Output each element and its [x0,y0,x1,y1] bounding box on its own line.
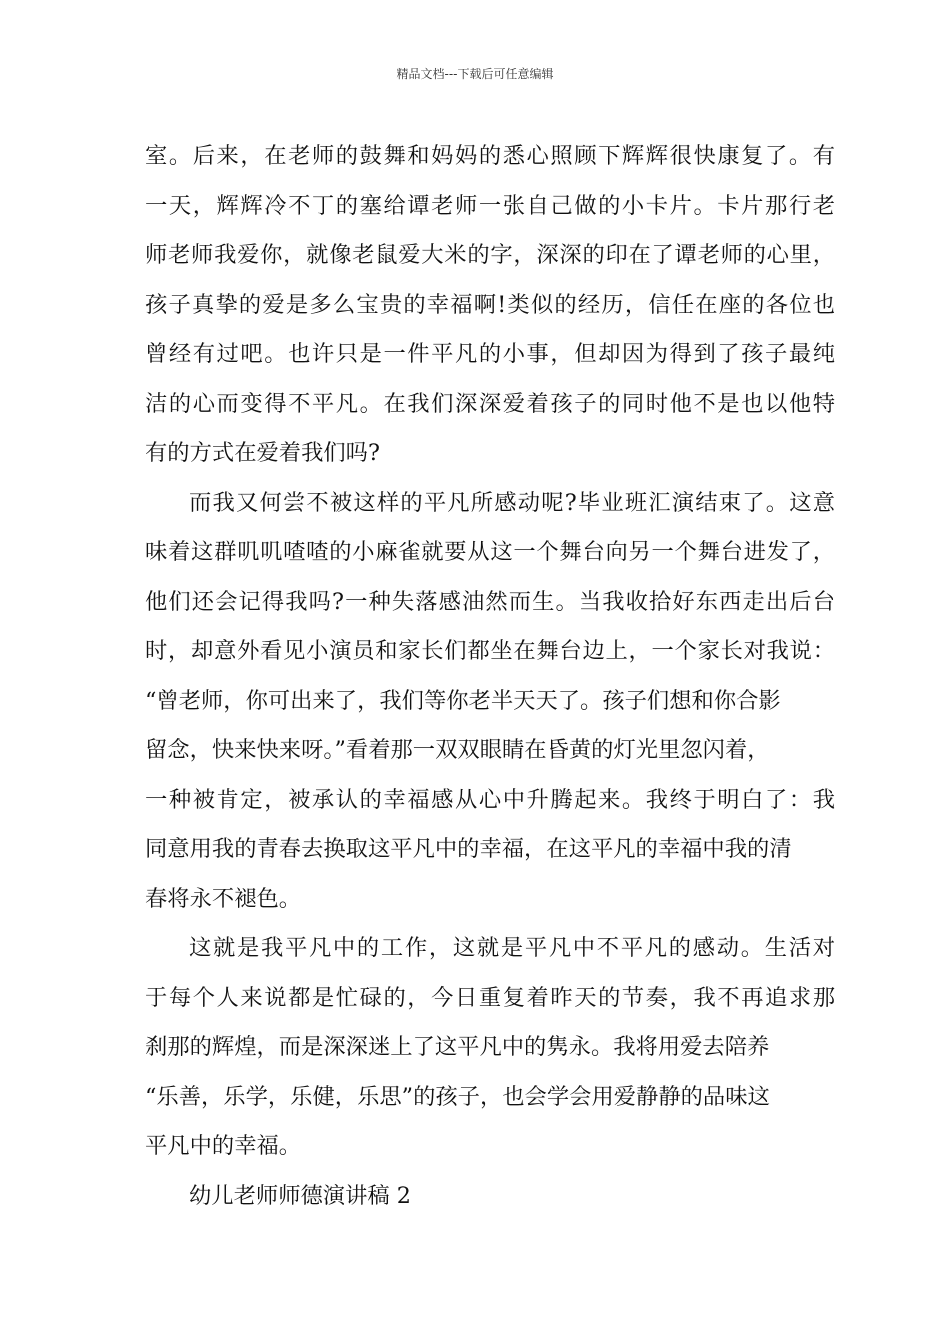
text-line: 孩子真挚的爱是多么宝贵的幸福啊!类似的经历，信任在座的各位也 [145,291,835,318]
text-line: 室。后来，在老师的鼓舞和妈妈的悉心照顾下辉辉很快康复了。有 [145,143,835,169]
text-line: 他们还会记得我吗?一种失落感油然而生。当我收拾好东西走出后台 [145,588,835,615]
text-line: “乐善，乐学，乐健，乐思”的孩子，也会学会用爱静静的品味这 [145,1083,770,1110]
text-line: 这就是我平凡中的工作，这就是平凡中不平凡的感动。生活对 [189,935,835,961]
text-line: 曾经有过吧。也许只是一件平凡的小事，但却因为得到了孩子最纯 [145,341,835,367]
text-line: “曾老师，你可出来了，我们等你老半天天了。孩子们想和你合影 [145,687,781,714]
text-line: 平凡中的幸福。 [145,1133,302,1159]
text-line: 留念，快来快来呀。”看着那一双双眼睛在昏黄的灯光里忽闪着， [145,737,770,763]
paragraph [145,132,835,479]
text-line: 洁的心而变得不平凡。在我们深深爱着孩子的同时他不是也以他特 [145,390,835,417]
section-title: 幼儿老师师德演讲稿 2 [189,1182,411,1209]
text-line: 有的方式在爱着我们吗? [145,440,380,466]
text-line: 于每个人来说都是忙碌的，今日重复着昨天的节奏，我不再追求那 [145,984,835,1011]
text-line: 一天，辉辉冷不丁的塞给谭老师一张自己做的小卡片。卡片那行老 [145,192,835,219]
text-line: 时，却意外看见小演员和家长们都坐在舞台边上，一个家长对我说： [145,638,835,664]
page-header: 精品文档---下载后可任意编辑 [396,67,554,81]
text-line: 春将永不褪色。 [145,885,302,912]
paragraph [145,479,835,925]
text-line: 而我又何尝不被这样的平凡所感动呢?毕业班汇演结束了。这意 [189,489,835,516]
document-body [145,132,835,1221]
text-line: 同意用我的青春去换取这平凡中的幸福，在这平凡的幸福中我的清 [145,836,792,862]
text-line: 师老师我爱你，就像老鼠爱大米的字，深深的印在了谭老师的心里， [145,242,835,268]
paragraph [145,924,835,1172]
text-line: 刹那的辉煌，而是深深迷上了这平凡中的隽永。我将用爱去陪养 [145,1034,770,1060]
text-line: 一种被肯定，被承认的幸福感从心中升腾起来。我终于明白了：我 [145,786,835,813]
text-line: 味着这群叽叽喳喳的小麻雀就要从这一个舞台向另一个舞台进发了， [145,539,835,565]
